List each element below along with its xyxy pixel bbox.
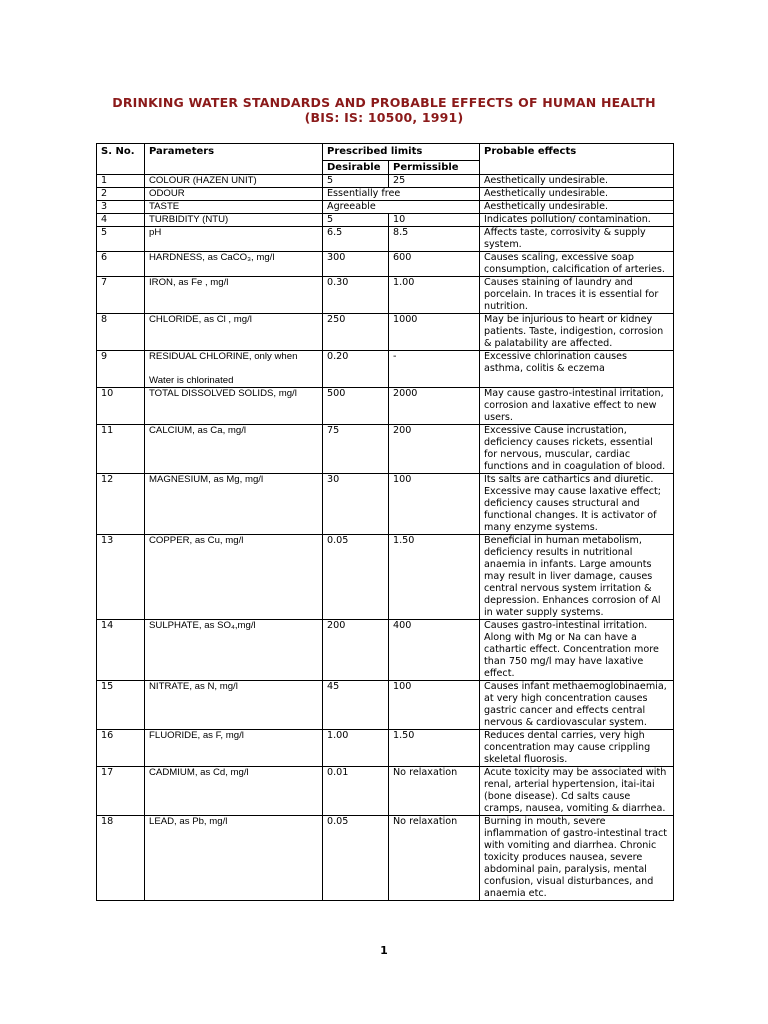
row-parameter-text: COLOUR (HAZEN UNIT) xyxy=(149,175,257,186)
row-desirable: 5 xyxy=(323,175,389,188)
row-parameter xyxy=(145,175,323,188)
table-row xyxy=(97,620,674,681)
row-parameter xyxy=(145,535,323,620)
header-desirable: Desirable xyxy=(323,161,389,175)
row-parameter-text: CHLORIDE, as Cl , mg/l xyxy=(149,314,252,325)
row-parameter-text: IRON, as Fe , mg/l xyxy=(149,277,229,288)
row-parameter-text: TURBIDITY (NTU) xyxy=(149,214,229,225)
row-permissible: No relaxation xyxy=(389,767,480,816)
row-permissible: 2000 xyxy=(389,388,480,425)
row-parameter xyxy=(145,214,323,227)
row-parameter xyxy=(145,201,323,214)
row-desirable: 45 xyxy=(323,681,389,730)
row-parameter-text-continued: Water is chlorinated xyxy=(149,375,234,386)
row-parameter xyxy=(145,188,323,201)
header-permissible: Permissible xyxy=(389,161,480,175)
row-desirable: 75 xyxy=(323,425,389,474)
row-permissible: 8.5 xyxy=(389,227,480,252)
table-row xyxy=(97,214,674,227)
row-permissible: No relaxation xyxy=(389,816,480,901)
row-parameter xyxy=(145,767,323,816)
row-limit: Agreeable xyxy=(323,201,480,214)
row-parameter-text: TOTAL DISSOLVED SOLIDS, mg/l xyxy=(149,388,297,399)
row-parameter-text: RESIDUAL CHLORINE, only when xyxy=(149,351,298,362)
row-parameter-text: NITRATE, as N, mg/l xyxy=(149,681,238,692)
row-permissible: 600 xyxy=(389,252,480,277)
row-permissible: 1.00 xyxy=(389,277,480,314)
row-effect: Aesthetically undesirable. xyxy=(480,201,674,214)
document-title: DRINKING WATER STANDARDS AND PROBABLE EFFECTS OF HUMAN HEALTH xyxy=(112,95,656,110)
row-parameter-text: ODOUR xyxy=(149,188,185,199)
row-desirable: 30 xyxy=(323,474,389,535)
row-sno: 1 xyxy=(97,175,145,188)
row-permissible: 400 xyxy=(389,620,480,681)
row-desirable: 1.00 xyxy=(323,730,389,767)
row-parameter-text: HARDNESS, as CaCO₃, mg/l xyxy=(149,252,275,263)
header-prescribed-limits: Prescribed limits xyxy=(323,144,480,161)
row-desirable: 0.05 xyxy=(323,535,389,620)
row-effect: Causes infant methaemoglobinaemia, at very high concentration causes gastric cancer and effects central nervous & cardiovascular system. xyxy=(480,681,674,730)
row-sno: 7 xyxy=(97,277,145,314)
row-desirable: 500 xyxy=(323,388,389,425)
table-row xyxy=(97,730,674,767)
row-sno: 12 xyxy=(97,474,145,535)
row-permissible: 1000 xyxy=(389,314,480,351)
row-effect: Burning in mouth, severe inflammation of gastro-intestinal tract with vomiting and diarrhea. Chronic toxicity produces nausea, severe abdominal pain, paralysis, mental confusion, visual disturbances, and anaemia etc. xyxy=(480,816,674,901)
table-row xyxy=(97,767,674,816)
table-row xyxy=(97,474,674,535)
row-sno: 5 xyxy=(97,227,145,252)
row-permissible: - xyxy=(389,351,480,388)
row-effect: Aesthetically undesirable. xyxy=(480,188,674,201)
row-desirable: 0.01 xyxy=(323,767,389,816)
row-parameter xyxy=(145,227,323,252)
table-row xyxy=(97,188,674,201)
table-header-row xyxy=(97,144,674,161)
row-desirable: 5 xyxy=(323,214,389,227)
table-body xyxy=(97,175,674,901)
document-subtitle: (BIS: IS: 10500, 1991) xyxy=(304,110,464,125)
table-row xyxy=(97,388,674,425)
row-parameter xyxy=(145,730,323,767)
row-desirable: 6.5 xyxy=(323,227,389,252)
row-effect: Excessive Cause incrustation, deficiency causes rickets, essential for nervous, muscular, cardiac functions and in coagulation of blood. xyxy=(480,425,674,474)
table-row xyxy=(97,816,674,901)
row-effect: Affects taste, corrosivity & supply system. xyxy=(480,227,674,252)
row-sno: 16 xyxy=(97,730,145,767)
row-parameter-text: SULPHATE, as SO₄,mg/l xyxy=(149,620,256,631)
row-effect: Aesthetically undesirable. xyxy=(480,175,674,188)
row-sno: 11 xyxy=(97,425,145,474)
row-parameter-text: LEAD, as Pb, mg/l xyxy=(149,816,228,827)
row-parameter xyxy=(145,681,323,730)
row-desirable: 200 xyxy=(323,620,389,681)
row-parameter-text: FLUORIDE, as F, mg/l xyxy=(149,730,244,741)
row-sno: 4 xyxy=(97,214,145,227)
row-desirable: 0.20 xyxy=(323,351,389,388)
table-row xyxy=(97,201,674,214)
row-permissible: 25 xyxy=(389,175,480,188)
row-sno: 6 xyxy=(97,252,145,277)
table-row xyxy=(97,535,674,620)
standards-table xyxy=(96,143,674,901)
row-desirable: 0.30 xyxy=(323,277,389,314)
row-effect: Causes staining of laundry and porcelain. In traces it is essential for nutrition. xyxy=(480,277,674,314)
row-sno: 9 xyxy=(97,351,145,388)
row-permissible: 100 xyxy=(389,681,480,730)
row-desirable: 0.05 xyxy=(323,816,389,901)
row-parameter-text: COPPER, as Cu, mg/l xyxy=(149,535,244,546)
row-effect: Excessive chlorination causes asthma, colitis & eczema xyxy=(480,351,674,388)
row-effect: Causes gastro-intestinal irritation. Along with Mg or Na can have a cathartic effect. Concentration more than 750 mg/l may have laxative effect. xyxy=(480,620,674,681)
row-effect: Its salts are cathartics and diuretic. Excessive may cause laxative effect; deficiency causes structural and functional changes. It is activator of many enzyme systems. xyxy=(480,474,674,535)
table-row xyxy=(97,351,674,388)
row-parameter xyxy=(145,388,323,425)
row-sno: 10 xyxy=(97,388,145,425)
row-sno: 14 xyxy=(97,620,145,681)
row-permissible: 100 xyxy=(389,474,480,535)
row-effect: May be injurious to heart or kidney patients. Taste, indigestion, corrosion & palatability are affected. xyxy=(480,314,674,351)
row-effect: Indicates pollution/ contamination. xyxy=(480,214,674,227)
row-parameter xyxy=(145,816,323,901)
row-desirable: 300 xyxy=(323,252,389,277)
row-parameter-text: CADMIUM, as Cd, mg/l xyxy=(149,767,249,778)
row-effect: Reduces dental carries, very high concentration may cause crippling skeletal fluorosis. xyxy=(480,730,674,767)
row-effect: Causes scaling, excessive soap consumption, calcification of arteries. xyxy=(480,252,674,277)
row-parameter-text: CALCIUM, as Ca, mg/l xyxy=(149,425,247,436)
row-sno: 15 xyxy=(97,681,145,730)
header-sno: S. No. xyxy=(97,144,145,175)
row-parameter xyxy=(145,314,323,351)
row-parameter-text: TASTE xyxy=(149,201,180,212)
row-permissible: 1.50 xyxy=(389,535,480,620)
table-row xyxy=(97,175,674,188)
page-number: 1 xyxy=(380,944,388,957)
row-parameter xyxy=(145,351,323,388)
row-effect: Acute toxicity may be associated with renal, arterial hypertension, itai-itai (bone disease). Cd salts cause cramps, nausea, vomiting & diarrhea. xyxy=(480,767,674,816)
row-permissible: 1.50 xyxy=(389,730,480,767)
row-parameter xyxy=(145,620,323,681)
row-parameter xyxy=(145,425,323,474)
row-parameter-text: MAGNESIUM, as Mg, mg/l xyxy=(149,474,264,485)
row-limit: Essentially free xyxy=(323,188,480,201)
table-row xyxy=(97,314,674,351)
row-parameter xyxy=(145,277,323,314)
row-sno: 3 xyxy=(97,201,145,214)
row-permissible: 10 xyxy=(389,214,480,227)
row-permissible: 200 xyxy=(389,425,480,474)
row-parameter-text: pH xyxy=(149,227,162,238)
row-effect: Beneficial in human metabolism, deficiency results in nutritional anaemia in infants. Large amounts may result in liver damage, causes central nervous system irritation & depression. Enhances corrosion of Al in water supply systems. xyxy=(480,535,674,620)
row-parameter xyxy=(145,252,323,277)
table-row xyxy=(97,252,674,277)
header-parameters: Parameters xyxy=(145,144,323,175)
table-row xyxy=(97,227,674,252)
row-parameter xyxy=(145,474,323,535)
table-row xyxy=(97,425,674,474)
row-sno: 2 xyxy=(97,188,145,201)
row-sno: 17 xyxy=(97,767,145,816)
table-row xyxy=(97,681,674,730)
row-effect: May cause gastro-intestinal irritation, corrosion and laxative effect to new users. xyxy=(480,388,674,425)
header-probable-effects: Probable effects xyxy=(480,144,674,175)
row-sno: 8 xyxy=(97,314,145,351)
table-row xyxy=(97,277,674,314)
row-desirable: 250 xyxy=(323,314,389,351)
row-sno: 13 xyxy=(97,535,145,620)
row-sno: 18 xyxy=(97,816,145,901)
